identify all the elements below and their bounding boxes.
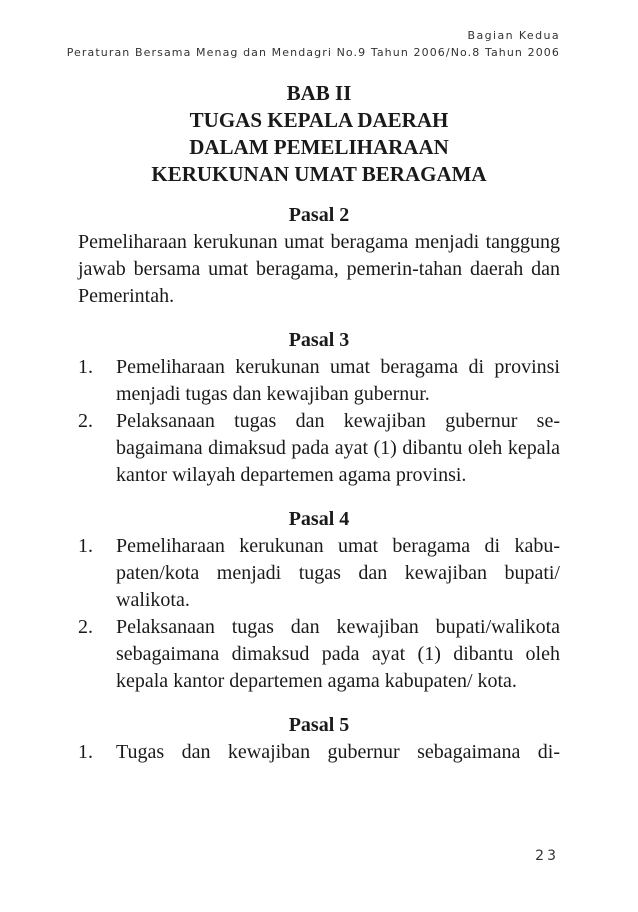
pasal-5-item-1 (78, 739, 560, 766)
item-text: Tugas dan kewajiban gubernur sebagaimana di- (116, 741, 560, 763)
chapter-number: BAB II (286, 81, 352, 105)
item-text: Pemeliharaan kerukunan umat beragama di provinsi menjadi tugas dan kewajiban gubernur. (116, 356, 560, 405)
item-number: 1. (78, 356, 93, 378)
pasal-3-item-2 (78, 408, 560, 489)
chapter-title-line-2: DALAM PEMELIHARAAN (189, 135, 449, 159)
running-header-section: Bagian Kedua (467, 29, 560, 42)
item-number: 2. (78, 616, 93, 638)
pasal-3-item-1 (78, 354, 560, 408)
item-text: Pelaksanaan tugas dan kewajiban bupati/walikota sebagaimana dimaksud pada ayat (1) dibantu oleh kepala kantor departemen agama kabupaten/ kota. (116, 616, 560, 692)
pasal-4-item-1 (78, 533, 560, 614)
page-number: 23 (535, 848, 559, 864)
item-text: Pemeliharaan kerukunan umat beragama di kabu-paten/kota menjadi tugas dan kewajiban bupati/ walikota. (116, 535, 560, 611)
item-text: Pelaksanaan tugas dan kewajiban gubernur se-bagaimana dimaksud pada ayat (1) dibantu oleh kepala kantor wilayah departemen agama provinsi. (116, 410, 560, 486)
pasal-4-heading: Pasal 4 (288, 508, 350, 530)
chapter-title (78, 80, 560, 188)
pasal-5-heading: Pasal 5 (288, 714, 350, 736)
pasal-2-text: Pemeliharaan kerukunan umat beragama menjadi tanggung jawab bersama umat beragama, pemerin-tahan daerah dan Pemerintah. (78, 231, 560, 307)
item-number: 1. (78, 741, 93, 763)
chapter-title-line-3: KERUKUNAN UMAT BERAGAMA (151, 162, 487, 186)
running-header-title: Peraturan Bersama Menag dan Mendagri No.9 Tahun 2006/No.8 Tahun 2006 (66, 46, 560, 59)
pasal-4-item-2 (78, 614, 560, 695)
item-number: 2. (78, 410, 93, 432)
document-body (78, 202, 560, 766)
pasal-3-heading: Pasal 3 (288, 329, 350, 351)
item-number: 1. (78, 535, 93, 557)
chapter-title-line-1: TUGAS KEPALA DAERAH (189, 108, 449, 132)
pasal-2-heading: Pasal 2 (288, 204, 350, 226)
